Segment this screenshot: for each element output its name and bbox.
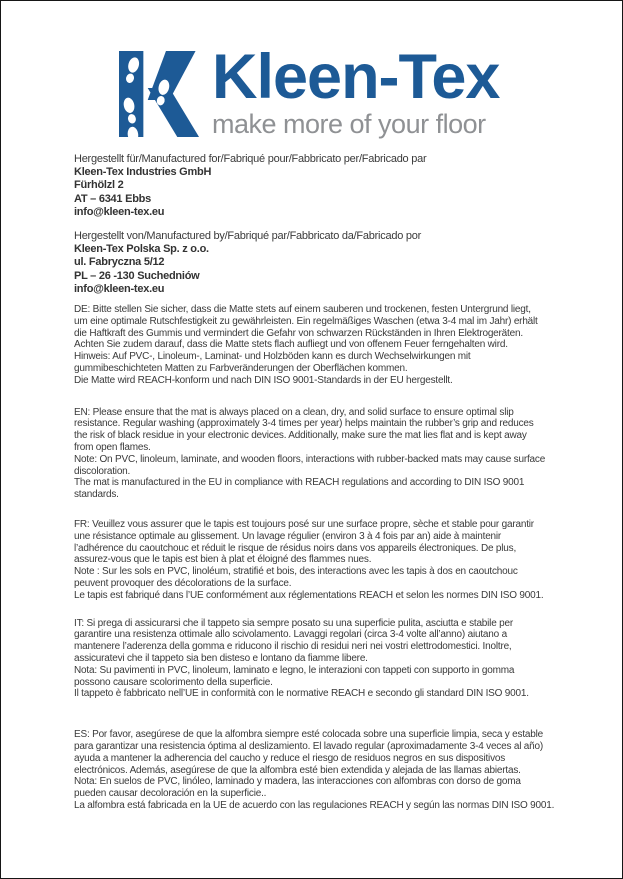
- text-line: DE: Bitte stellen Sie sicher, dass die Matte stets auf einem sauberen und trockenen, festen Untergrund liegt,: [74, 304, 531, 316]
- text-line: l’adhérence du caoutchouc et réduit le risque de résidus noirs dans vos appareils électroniques. De plus,: [74, 542, 517, 554]
- k-footprints-icon: [119, 51, 206, 137]
- text-line: EN: Please ensure that the mat is always placed on a clean, dry, and solid surface to ensure optimal slip: [74, 406, 514, 418]
- text-line: une résistance optimale au glissement. Un lavage régulier (environ 3 à 4 fois par an) aide à maintenir: [74, 530, 502, 542]
- paragraph-fr: [74, 519, 556, 602]
- manufactured-by-heading: Hergestellt von/Manufactured by/Fabriqué par/Fabbricato da/Fabricado por: [74, 230, 422, 243]
- text-line: possono causare scolorimento della superficie.: [74, 676, 273, 688]
- manufactured-for-lines: [74, 166, 556, 219]
- text-line: Die Matte wird REACH-konform und nach DIN ISO 9001-Standards in der EU hergestellt.: [74, 374, 453, 386]
- paragraph-de: [74, 304, 556, 387]
- text-line: the risk of black residue in your electronic devices. Additionally, make sure the mat lies flat and is kept away: [74, 430, 527, 442]
- text-line: Note : Sur les sols en PVC, linoléum, stratifié et bois, des interactions avec les tapis à dos en caoutchouc: [74, 566, 518, 578]
- manufactured-for-block: [74, 153, 556, 219]
- text-line: The mat is manufactured in the EU in compliance with REACH regulations and according to DIN ISO 9001: [74, 477, 525, 489]
- text-line: Note: On PVC, linoleum, laminate, and wooden floors, interactions with rubber-backed mats may cause surface: [74, 453, 546, 465]
- brand-name: Kleen-Tex: [212, 42, 500, 112]
- manufactured-by-block: [74, 230, 556, 296]
- manufactured-by-lines: [74, 243, 556, 296]
- text-line: Fürhölzl 2: [74, 179, 124, 192]
- brand-tagline: make more of your floor: [212, 109, 486, 139]
- paragraph-es: [74, 729, 556, 812]
- text-line: gummibeschichteten Matten zu Farbveränderungen der Oberflächen kommen.: [74, 363, 408, 375]
- text-line: para garantizar una resistencia óptima al deslizamiento. El lavado regular (aproximadamente 3-4 veces al año): [74, 740, 544, 752]
- text-line: Kleen-Tex Industries GmbH: [74, 166, 212, 179]
- text-line: Il tappeto è fabbricato nell’UE in conformità con le normative REACH e secondo gli standard DIN ISO 9001.: [74, 688, 529, 700]
- text-line: Le tapis est fabriqué dans l’UE conformément aux réglementations REACH et selon les normes DIN ISO 9001.: [74, 589, 544, 601]
- text-line: assurez-vous que le tapis est bien à plat et éloigné des flammes nues.: [74, 554, 372, 566]
- text-line: IT: Si prega di assicurarsi che il tappeto sia sempre posato su una superficie pulita, asciutta e stabile per: [74, 617, 514, 629]
- text-line: die Haftkraft des Gummis und vermindert die Gefahr von schwarzen Rückständen in Ihren Elektrogeräten.: [74, 327, 523, 339]
- text-line: Nota: Su pavimenti in PVC, linoleum, laminato e legno, le interazioni con tappeti con supporto in gomma: [74, 664, 515, 676]
- paragraph-en: [74, 407, 556, 501]
- manufactured-for-heading: Hergestellt für/Manufactured for/Fabriqué pour/Fabbricato per/Fabricado par: [74, 153, 427, 165]
- text-line: ul. Fabryczna 5/12: [74, 256, 165, 269]
- text-line: Nota: En suelos de PVC, linóleo, laminado y madera, las interacciones con alfombras con dorso de goma: [74, 776, 521, 788]
- text-line: from open flames.: [74, 442, 151, 453]
- text-line: La alfombra está fabricada en la UE de acuerdo con las regulaciones REACH y según las normas DIN ISO 9001.: [74, 799, 555, 811]
- text-line: resistance. Regular washing (approximately 3-4 times per year) helps maintain the rubber’s grip and reduces: [74, 418, 534, 430]
- text-line: ayuda a mantener la adherencia del caucho y reduce el riesgo de residuos negros en sus dispositivos: [74, 752, 506, 764]
- logo-text: [212, 42, 500, 139]
- text-line: info@kleen-tex.eu: [74, 205, 165, 218]
- text-line: ES: Por favor, asegúrese de que la alfombra siempre esté colocada sobre una superficie limpia, seca y estable: [74, 729, 544, 741]
- text-line: discoloration.: [74, 465, 131, 477]
- text-line: standards.: [74, 489, 119, 501]
- paragraph-it: [74, 618, 556, 701]
- text-line: AT – 6341 Ebbs: [74, 192, 151, 205]
- text-line: assicuratevi che il tappeto sia ben disteso e lontano da fiamme libere.: [74, 652, 368, 664]
- text-line: PL – 26 -130 Suchedniów: [74, 269, 200, 282]
- text-line: mantenere l’aderenza della gomma e riducono il rischio di residui neri nei vostri elettrodomestici. Inoltre,: [74, 641, 512, 653]
- text-line: Hinweis: Auf PVC-, Linoleum-, Laminat- und Holzböden kann es durch Wechselwirkungen mit: [74, 351, 471, 363]
- text-line: Achten Sie zudem darauf, dass die Matte stets flach aufliegt und von offenem Feuer ferngehalten wird.: [74, 339, 508, 351]
- text-line: pueden causar decoloración en la superficie..: [74, 788, 267, 800]
- text-line: info@kleen-tex.eu: [74, 282, 165, 295]
- text-line: um eine optimale Rutschfestigkeit zu gewährleisten. Ein regelmäßiges Waschen (etwa 3-4 mal im Jahr) erhält: [74, 315, 538, 327]
- text-line: garantire una resistenza ottimale allo scivolamento. Lavaggi regolari (circa 3-4 volte all’anno) aiutano a: [74, 629, 507, 641]
- text-line: electrónicos. Además, asegúrese de que la alfombra esté bien extendida y alejada de las llamas abiertas.: [74, 764, 521, 776]
- kleen-tex-logo: [119, 42, 556, 139]
- text-line: FR: Veuillez vous assurer que le tapis est toujours posé sur une surface propre, sèche et stable pour garantir: [74, 518, 534, 530]
- text-line: peuvent provoquer des décolorations de la surface.: [74, 577, 292, 589]
- text-line: Kleen-Tex Polska Sp. z o.o.: [74, 243, 209, 256]
